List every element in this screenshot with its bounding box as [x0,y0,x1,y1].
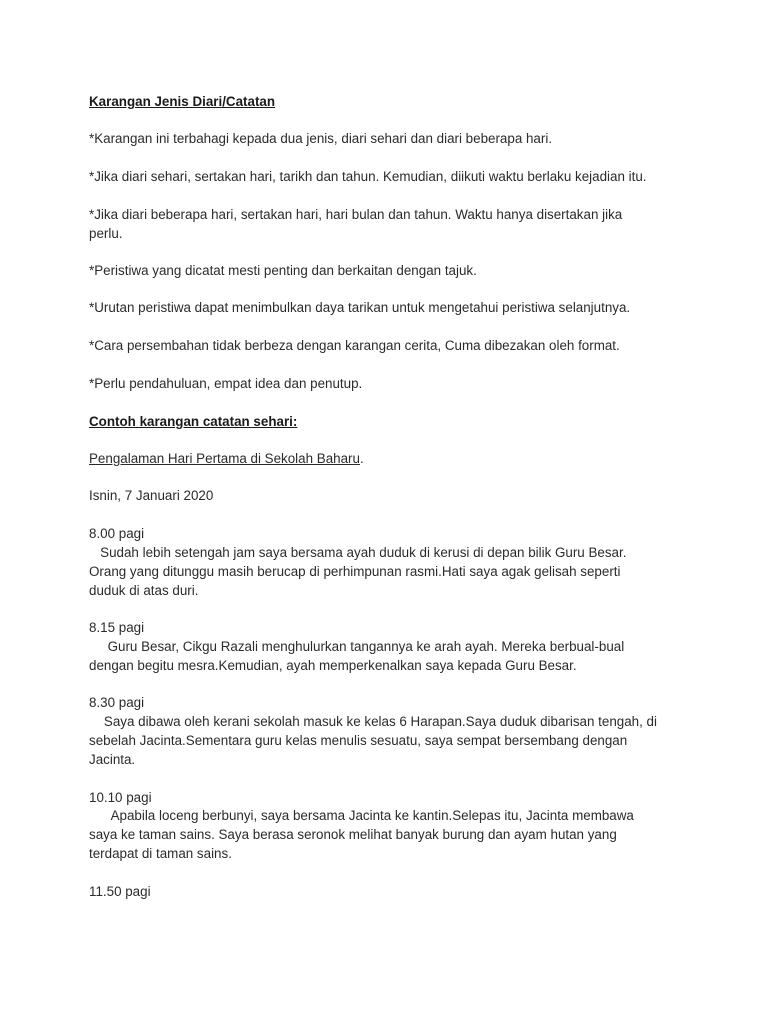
entry-line: terdapat di taman sains. [89,846,232,861]
entry-line: duduk di atas duri. [89,583,199,598]
entry-line: Saya dibawa oleh kerani sekolah masuk ke kelas 6 Harapan.Saya duduk dibarisan tengah, di [89,714,657,729]
entry-line: Sudah lebih setengah jam saya bersama ayah duduk di kerusi di depan bilik Guru Besar. [89,545,627,560]
story-title-line [89,450,364,469]
diary-date: Isnin, 7 Januari 2020 [89,488,214,503]
point-text: *Cara persembahan tidak berbeza dengan karangan cerita, Cuma dibezakan oleh format. [89,338,620,353]
entry-line: Orang yang ditunggu masih berucap di perhimpunan rasmi.Hati saya agak gelisah seperti [89,564,621,579]
entry-time: 8.15 pagi [89,620,145,635]
point-text: *Jika diari beberapa hari, sertakan hari, hari bulan dan tahun. Waktu hanya disertakan jika [89,207,623,222]
example-heading: Contoh karangan catatan sehari: [89,414,298,429]
entry-time: 11.50 pagi [89,884,151,899]
point-text: *Jika diari sehari, sertakan hari, tarikh dan tahun. Kemudian, diikuti waktu berlaku kejadian itu. [89,169,647,184]
point-text: *Perlu pendahuluan, empat idea dan penutup. [89,376,363,391]
entry-time: 10.10 pagi [89,790,152,805]
entry-line: Guru Besar, Cikgu Razali menghulurkan tangannya ke arah ayah. Mereka berbual-bual [89,639,625,654]
entry-line: dengan begitu mesra.Kemudian, ayah memperkenalkan saya kepada Guru Besar. [89,658,577,673]
entry-line: Apabila loceng berbunyi, saya bersama Jacinta ke kantin.Selepas itu, Jacinta membawa [89,808,634,823]
story-title-period: . [359,451,364,466]
point-text: *Karangan ini terbahagi kepada dua jenis, diari sehari dan diari beberapa hari. [89,131,553,146]
entry-time: 8.00 pagi [89,526,145,541]
point-text: *Peristiwa yang dicatat mesti penting dan berkaitan dengan tajuk. [89,263,477,278]
entry-line: saya ke taman sains. Saya berasa seronok melihat banyak burung dan ayam hutan yang [89,827,617,842]
entry-time: 8.30 pagi [89,695,145,710]
point-text: *Urutan peristiwa dapat menimbulkan daya tarikan untuk mengetahui peristiwa selanjutnya. [89,300,631,315]
entry-line: sebelah Jacinta.Sementara guru kelas menulis sesuatu, saya sempat bersembang dengan [89,733,628,748]
story-title: Pengalaman Hari Pertama di Sekolah Baharu [89,451,360,466]
point-text: perlu. [89,226,123,241]
entry-line: Jacinta. [89,752,136,767]
document-title: Karangan Jenis Diari/Catatan [89,94,276,109]
